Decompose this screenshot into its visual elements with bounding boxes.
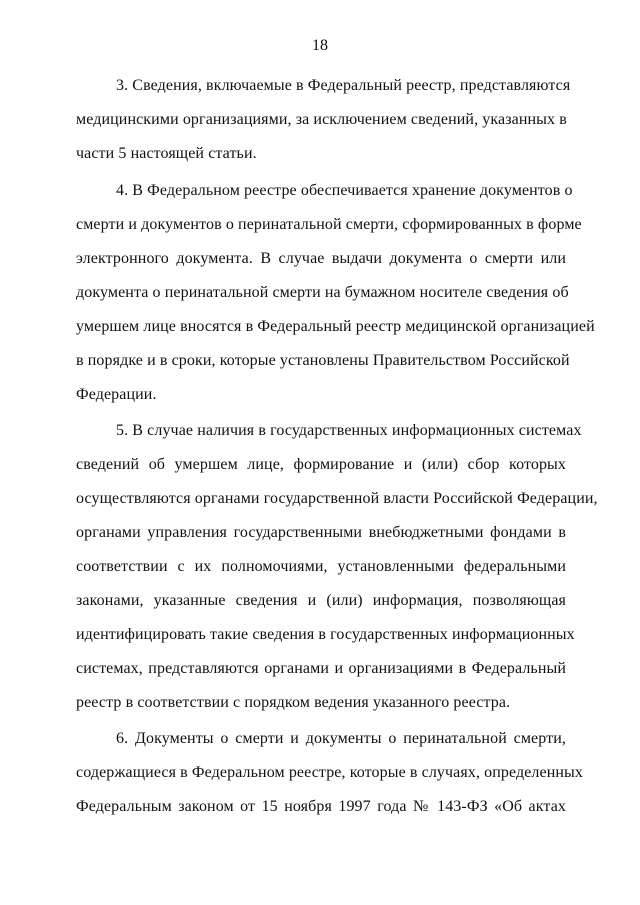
paragraph-5-line-8: системах, представляются органами и организациями в Федеральный [76,660,566,677]
paragraph-5-line-6: законами, указанные сведения и (или) информация, позволяющая [76,592,566,609]
paragraph-3-line-1: 3. Сведения, включаемые в Федеральный реестр, представляются [116,77,571,94]
paragraph-5-line-7: идентифицировать такие сведения в государственных информационных [76,626,575,643]
paragraph-5-line-9: реестр в соответствии с порядком ведения указанного реестра. [76,694,511,711]
paragraph-4-line-5: умершем лице вносятся в Федеральный реестр медицинской организацией [76,318,595,335]
paragraph-4-line-3: электронного документа. В случае выдачи документа о смерти или [76,250,566,267]
paragraph-4-line-4: документа о перинатальной смерти на бумажном носителе сведения об [76,284,569,301]
paragraph-6-line-2: содержащиеся в Федеральном реестре, которые в случаях, определенных [76,764,583,781]
paragraph-5-line-5: соответствии с их полномочиями, установленными федеральными [76,558,566,575]
paragraph-4-line-2: смерти и документов о перинатальной смерти, сформированных в форме [76,216,582,233]
paragraph-5-line-2: сведений об умершем лице, формирование и (или) сбор которых [76,456,566,473]
paragraph-3-line-3: части 5 настоящей статьи. [76,145,257,162]
paragraph-6-line-1: 6. Документы о смерти и документы о перинатальной смерти, [116,730,566,747]
paragraph-5-line-3: осуществляются органами государственной власти Российской Федерации, [76,490,598,507]
page-number: 18 [312,37,328,54]
paragraph-5-line-1: 5. В случае наличия в государственных информационных системах [116,422,582,439]
paragraph-4-line-7: Федерации. [76,386,157,403]
paragraph-3-line-2: медицинскими организациями, за исключением сведений, указанных в [76,111,567,128]
paragraph-5-line-4: органами управления государственными внебюджетными фондами в [76,524,566,541]
paragraph-4-line-1: 4. В Федеральном реестре обеспечивается хранение документов о [116,182,573,199]
paragraph-6-line-3: Федеральным законом от 15 ноября 1997 года № 143-ФЗ «Об актах [76,798,566,815]
paragraph-4-line-6: в порядке и в сроки, которые установлены Правительством Российской [76,352,570,369]
